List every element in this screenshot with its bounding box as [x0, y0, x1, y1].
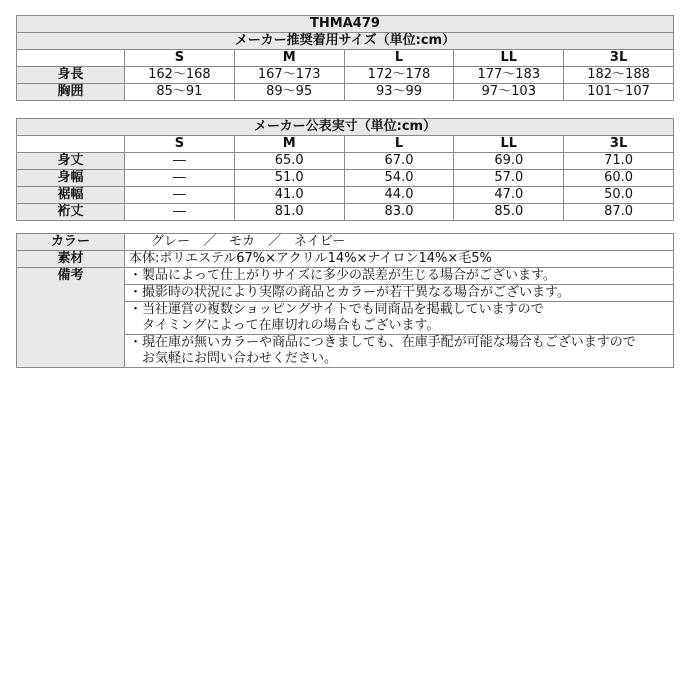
row-label: 裾幅	[17, 187, 125, 204]
cell: 162～168	[125, 67, 235, 84]
cell: 81.0	[234, 204, 344, 221]
cell: 89～95	[234, 84, 344, 101]
cell: 60.0	[564, 170, 674, 187]
cell: ―	[125, 170, 235, 187]
table-row	[17, 67, 674, 84]
cell: 85.0	[454, 204, 564, 221]
size-header-empty	[17, 50, 125, 67]
cell: 182～188	[564, 67, 674, 84]
actual-size-table	[16, 118, 674, 221]
cell: 50.0	[564, 187, 674, 204]
cell: 71.0	[564, 153, 674, 170]
cell: 57.0	[454, 170, 564, 187]
size-ll: LL	[454, 136, 564, 153]
note-line: タイミングによって在庫切れの場合もございます。	[129, 318, 440, 333]
recommended-size-table	[16, 15, 674, 101]
size-header-row	[17, 136, 674, 153]
cell: 87.0	[564, 204, 674, 221]
cell: 44.0	[344, 187, 454, 204]
row-label: 身長	[17, 67, 125, 84]
size-header-empty	[17, 136, 125, 153]
size-m: M	[234, 50, 344, 67]
material-row	[17, 251, 674, 268]
cell: 41.0	[234, 187, 344, 204]
note-line: ・製品によって仕上がりサイズに多少の誤差が生じる場合がございます。	[125, 268, 674, 285]
notes-label: 備考	[17, 268, 125, 368]
material-label: 素材	[17, 251, 125, 268]
size-ll: LL	[454, 50, 564, 67]
size-m: M	[234, 136, 344, 153]
product-code: THMA479	[17, 16, 674, 33]
cell: 67.0	[344, 153, 454, 170]
note-line: ・撮影時の状況により実際の商品とカラーが若干異なる場合がございます。	[125, 285, 674, 302]
cell: 93～99	[344, 84, 454, 101]
note-row	[17, 268, 674, 285]
cell: 167～173	[234, 67, 344, 84]
cell: 177～183	[454, 67, 564, 84]
note-line: お気軽にお問い合わせください。	[129, 351, 338, 366]
cell: 97～103	[454, 84, 564, 101]
note-line: ・当社運営の複数ショッピングサイトでも同商品を掲載していますので	[129, 302, 544, 317]
row-label: 身幅	[17, 170, 125, 187]
size-l: L	[344, 136, 454, 153]
note-line: ・現在庫が無いカラーや商品につきましても、在庫手配が可能な場合もございますので	[129, 335, 636, 350]
table-row	[17, 153, 674, 170]
note-block	[125, 302, 674, 335]
cell: 83.0	[344, 204, 454, 221]
size-header-row	[17, 50, 674, 67]
cell: ―	[125, 204, 235, 221]
table-row	[17, 84, 674, 101]
size-3l: 3L	[564, 50, 674, 67]
actual-title: メーカー公表実寸（単位:cm）	[17, 119, 674, 136]
cell: 47.0	[454, 187, 564, 204]
size-3l: 3L	[564, 136, 674, 153]
cell: 51.0	[234, 170, 344, 187]
row-label: 身丈	[17, 153, 125, 170]
cell: 85～91	[125, 84, 235, 101]
recommended-title: メーカー推奨着用サイズ（単位:cm）	[17, 33, 674, 50]
table-row	[17, 170, 674, 187]
table-row	[17, 187, 674, 204]
cell: 54.0	[344, 170, 454, 187]
cell: 69.0	[454, 153, 564, 170]
material-value: 本体:ポリエステル67%×アクリル14%×ナイロン14%×毛5%	[125, 251, 674, 268]
size-l: L	[344, 50, 454, 67]
product-info-table	[16, 233, 674, 368]
note-block	[125, 335, 674, 368]
row-label: 胸囲	[17, 84, 125, 101]
cell: 65.0	[234, 153, 344, 170]
cell: 172～178	[344, 67, 454, 84]
row-label: 裄丈	[17, 204, 125, 221]
table-row	[17, 204, 674, 221]
color-label: カラー	[17, 234, 125, 251]
color-value: グレー ／ モカ ／ ネイビー	[125, 234, 674, 251]
cell: ―	[125, 187, 235, 204]
cell: 101～107	[564, 84, 674, 101]
size-s: S	[125, 136, 235, 153]
cell: ―	[125, 153, 235, 170]
size-s: S	[125, 50, 235, 67]
color-row	[17, 234, 674, 251]
